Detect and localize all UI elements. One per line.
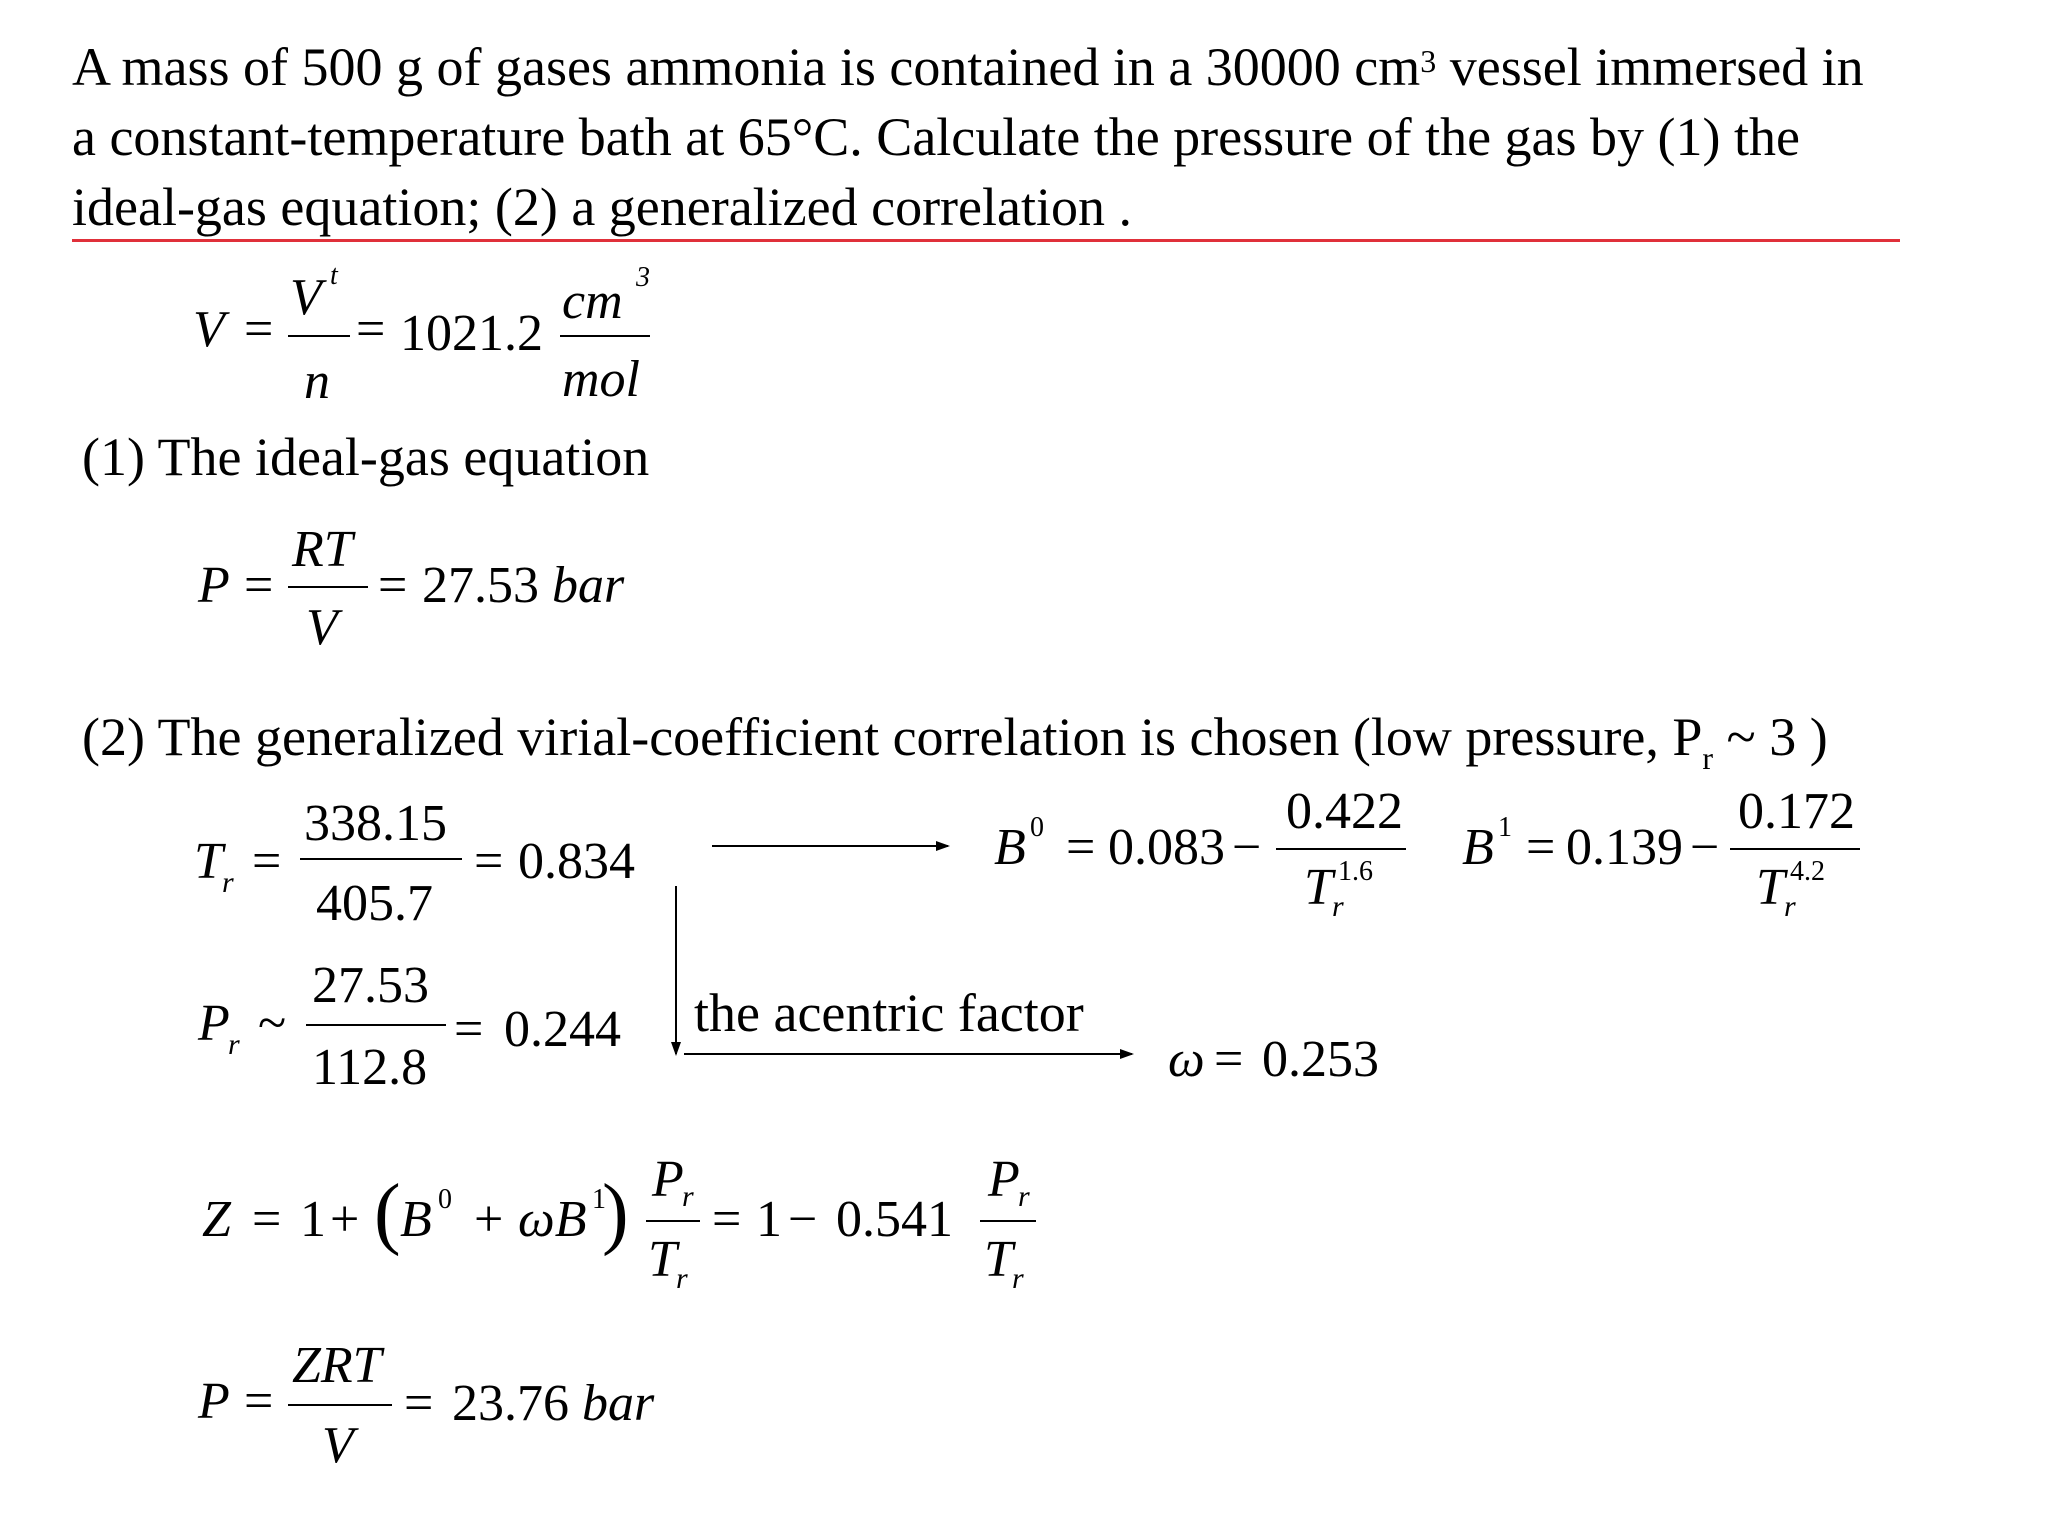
z-rhs-minus: − [788,1191,818,1248]
b0-lhs: B 0 [994,812,1044,876]
z-plus-2: + [474,1191,504,1248]
part2-heading-subscript: r [1702,740,1714,776]
z-equals: = [252,1191,282,1248]
cm-cubed-superscript: 3 [1420,43,1437,79]
molar-volume-lhs: V [193,301,225,358]
problem-line-3: ideal-gas equation; (2) a generalized correlation . [72,177,1132,237]
tr-value: 0.834 [518,833,635,890]
tr-equals: = [252,833,282,890]
final-p-numerator: ZRT [292,1337,382,1394]
z-frac2-denominator: T r [984,1231,1024,1295]
b1-denominator: T r 4.2 [1756,856,1825,923]
z-fraction-bar [646,1220,700,1222]
ideal-gas-numerator: RT [292,521,353,578]
pr-value: 0.244 [504,1001,621,1058]
problem-line-2: a constant-temperature bath at 65°C. Calculate the pressure of the gas by (1) the [72,107,1800,167]
z-frac2-numerator: P r [988,1151,1030,1213]
omega-value: 0.253 [1262,1031,1379,1088]
z-fraction-bar-2 [980,1220,1036,1222]
z-omega-b1: ωB 1 [518,1184,606,1248]
z-left-paren: ( [374,1169,401,1257]
pr-equals-2: = [454,1001,484,1058]
ideal-gas-equals-2: = [378,557,408,614]
b0-numerator: 0.422 [1286,783,1403,840]
final-p-value: 23.76 [452,1375,569,1432]
ideal-gas-lhs: P [198,557,230,614]
b0-constant: 0.083 [1108,819,1225,876]
b1-equals: = [1526,819,1556,876]
part2-heading-text: (2) The generalized virial-coefficient correlation is chosen (low pressure, P [82,707,1703,767]
final-p-fraction-bar [288,1404,392,1406]
final-p-unit: bar [582,1375,655,1432]
b1-constant: 0.139 [1566,819,1683,876]
z-lhs: Z [202,1191,231,1248]
final-p-equals-2: = [404,1375,434,1432]
omega-lhs: ω [1168,1031,1205,1088]
molar-volume-equals: = [244,301,274,358]
pr-tilde: ~ [258,995,287,1052]
final-p-lhs: P [198,1373,230,1430]
acentric-factor-label: the acentric factor [694,983,1084,1043]
ideal-gas-denominator: V [306,599,338,656]
b1-lhs: B 1 [1462,812,1512,876]
b0-denominator: T r 1.6 [1304,856,1373,923]
b0-equals: = [1066,819,1096,876]
b1-minus: − [1690,819,1720,876]
tr-numerator: 338.15 [304,795,447,852]
molar-volume-numerator: V t [290,260,338,326]
z-rhs-coefficient: 0.541 [836,1191,953,1248]
molar-volume-unit-numerator: cm 3 [562,262,650,330]
z-frac-numerator: P r [652,1151,694,1213]
problem-line-1-end: vessel immersed in [1436,37,1864,97]
pr-lhs: P r [198,995,240,1061]
z-one: 1 [300,1191,326,1248]
part2-heading-end: ~ 3 ) [1713,707,1828,767]
z-right-paren: ) [602,1169,629,1257]
ideal-gas-unit: bar [552,557,625,614]
pr-denominator: 112.8 [312,1039,428,1096]
part1-heading: (1) The ideal-gas equation [82,427,650,487]
ideal-gas-value: 27.53 [422,557,539,614]
molar-volume-equals-2: = [356,301,386,358]
z-b0: B 0 [400,1184,452,1248]
molar-volume-unit-denominator: mol [562,351,640,408]
b1-numerator: 0.172 [1738,783,1855,840]
b0-minus: − [1232,819,1262,876]
final-p-denominator: V [322,1417,354,1474]
ideal-gas-equals: = [244,557,274,614]
tr-lhs: T r [194,833,234,899]
tr-denominator: 405.7 [316,875,433,932]
z-frac-denominator: T r [648,1231,688,1295]
problem-line-1-text: A mass of 500 g of gases ammonia is contained in a 30000 cm [72,37,1421,97]
z-plus: + [330,1191,360,1248]
pr-numerator: 27.53 [312,957,429,1014]
z-equals-2: = [712,1191,742,1248]
omega-equals: = [1214,1031,1244,1088]
z-rhs-one: 1 [756,1191,782,1248]
final-p-equals: = [244,1373,274,1430]
molar-volume-denominator: n [304,353,330,410]
molar-volume-value: 1021.2 [400,305,543,362]
tr-equals-2: = [474,833,504,890]
